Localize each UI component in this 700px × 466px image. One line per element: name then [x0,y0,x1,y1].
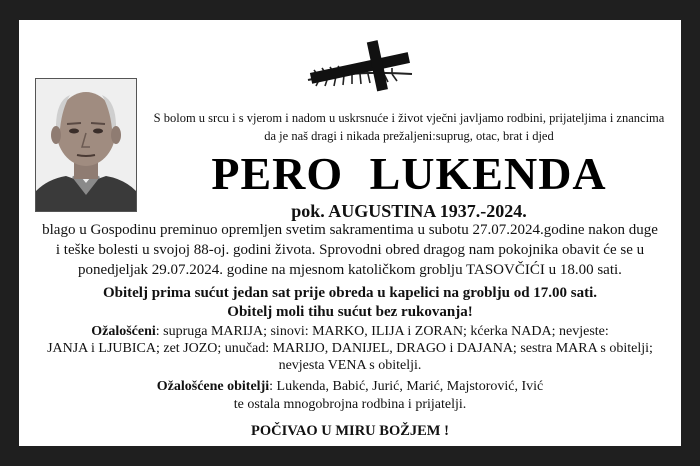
condolence-notice: Obitelj prima sućut jedan sat prije obreda u kapelici na groblju od 17.00 sati. [102,285,598,301]
intro-text [143,109,675,145]
deceased-name: PERO LUKENDA [211,148,607,199]
announcement-line-2: i teške bolesti u svojoj 88-oj. godini života. Sprovodni obred dragog nam pokojnika obavit će se u [55,242,645,258]
mourners-label: Ožalošćeni [91,324,156,339]
mourners-line-3: nevjesta VENA s obitelji. [278,358,422,373]
announcement-text [25,220,675,280]
cross-with-palm-icon [302,40,418,98]
intro-line-1: S bolom u srcu i s vjerom i nadom u uskrsnuće i život vječni javljamo rodbini, prijateljima i znancima [153,111,665,125]
families-label: Ožalošćene obitelji [156,379,270,394]
deceased-subname: pok. AUGUSTINA 1937.-2024. [291,201,527,221]
deceased-portrait-photo [35,78,137,212]
mourners-line-1 [25,323,675,340]
families-line-1-text: : Lukenda, Babić, Jurić, Marić, Majstorović, Ivić [269,379,544,394]
announcement-line-3: ponedjeljak 29.07.2024. godine na mjesnom katoličkom groblju TASOVČIĆI u 18.00 sati. [78,262,622,278]
mourners-line-1-text: : supruga MARIJA; sinovi: MARKO, ILIJA i ZORAN; kćerka NADA; nevjeste: [155,324,609,339]
silent-condolence-notice: Obitelj moli tihu sućut bez rukovanja! [227,304,473,320]
announcement-line-1: blago u Gospodinu preminuo opremljen svetim sakramentima u subotu 27.07.2024.godine nakon duge [42,222,658,238]
closing-blessing: POČIVAO U MIRU BOŽJEM ! [251,423,449,439]
obituary-card [19,20,681,446]
families-list [25,378,675,414]
mourners-line-2: JANJA i LJUBICA; zet JOZO; unučad: MARIJO, DANIJEL, DRAGO i DAJANA; sestra MARA s obitelji; [47,341,653,356]
families-line-2: te ostala mnogobrojna rodbina i prijatelji. [233,397,467,412]
mourners-list [25,323,675,374]
families-line-1 [25,378,675,396]
intro-line-2: da je naš dragi i nikada prežaljeni:suprug, otac, brat i djed [264,129,554,143]
